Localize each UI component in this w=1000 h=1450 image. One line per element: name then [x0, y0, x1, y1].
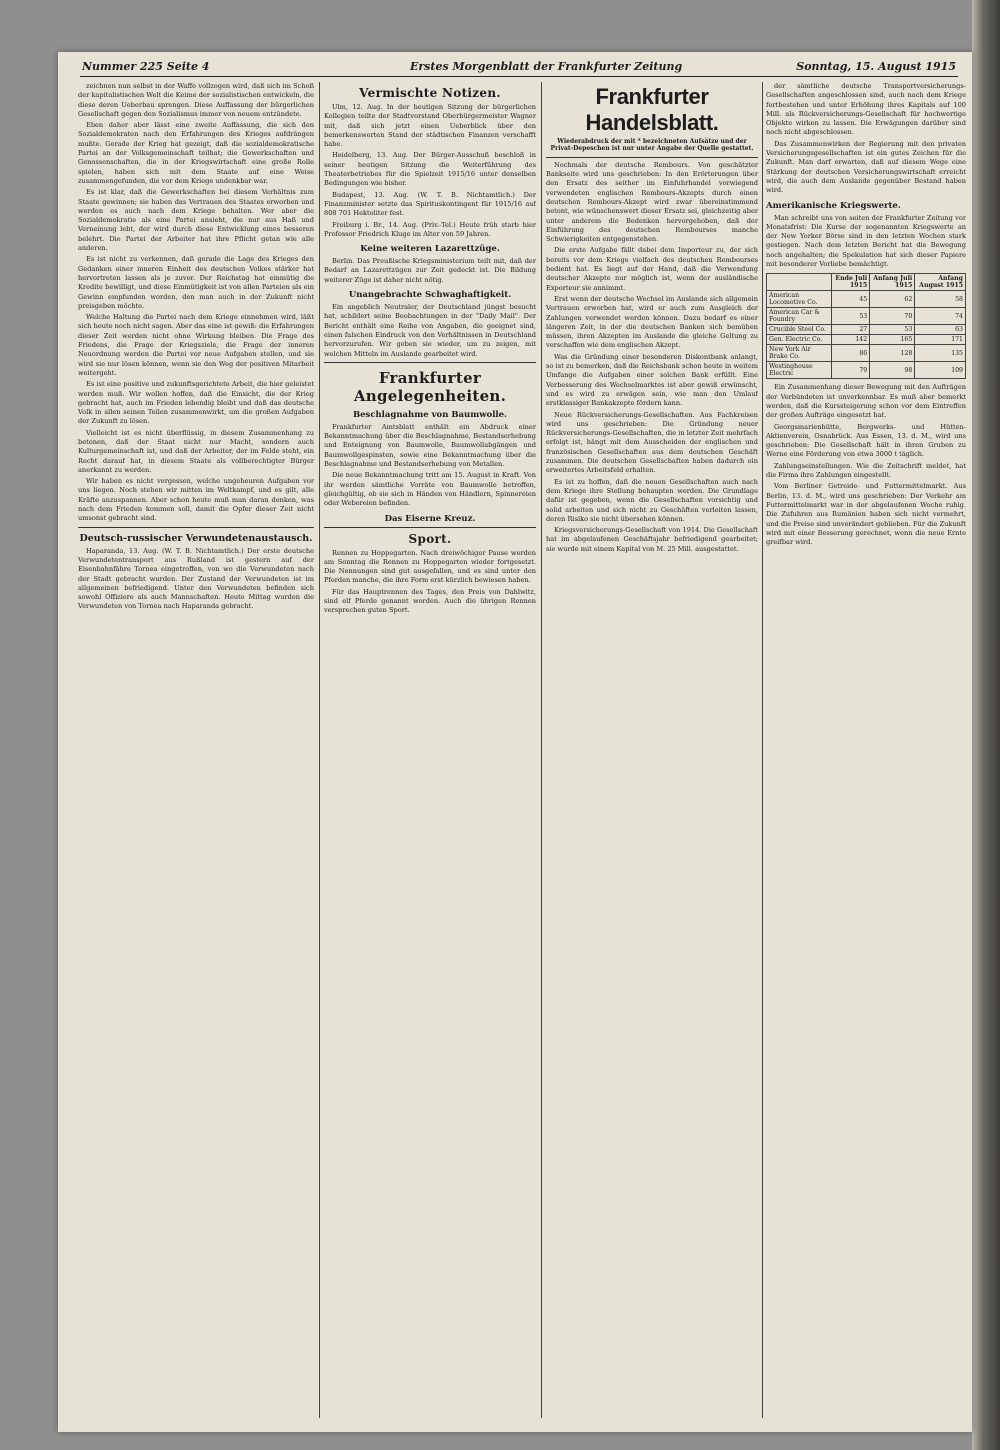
article-paragraph: Man schreibt uns von seiten der Frankfurter Zeitung vor Monatsfrist: Die Kurse der sogenannten Kriegswerte an der New Yorker Börse sind in den letzten Wochen stark gestiegen. Nach dem letzten Bericht hat die Bewegung noch angehalten; die Spekulation hat sich dieser Papiere mit besonderer Vorliebe bemächtigt. [766, 213, 966, 269]
table-header-cell: Anfang August 1915 [915, 274, 966, 291]
article-paragraph: Für das Hauptrennen des Tages, den Preis von Dahlwitz, sind elf Pferde genannt worden. Auch die übrigen Rennen versprechen guten Sport. [324, 587, 536, 615]
section-heading: Frankfurter Angelegenheiten. [353, 368, 507, 405]
table-cell: Gen. Electric Co. [767, 335, 832, 345]
table-cell: American Car & Foundry [767, 308, 832, 325]
header-date: Sonntag, 15. August 1915 [796, 60, 956, 73]
table-row [767, 362, 966, 379]
table-cell: 135 [915, 345, 966, 362]
article-paragraph: Es ist klar, daß die Gewerkschaften bei diesem Verhältnis zum Staate gewinnen; sie haben das Vertrauen des Staates erworben und werden es auch nach dem Kriege behalten. Wer aber die Sozialdemokratie als eine Partei ansieht, die nur aus Haß und Verneinung lebt, der wird durch diese Entwicklung eines besseren belehrt. Die Partei der Arbeiter hat ihre Pflicht getan wie alle anderen. [78, 188, 314, 253]
article-paragraph: Eben daher aber lässt eine zweite Auffassung, die sich den Sozialdemokraten nach den Erfahrungen des Krieges aufdrängen mußte. Gerade der Krieg hat gezeigt, daß die sozialdemokratische Partei an der Volksgemeinschaft teilhat; die Gewerkschaften und Genossenschaften, die in der Kriegswirtschaft eine große Rolle spielen, haben sich mit dem Staate auf eine Weise zusammengefunden, die vor dem Kriege undenkbar war. [78, 121, 314, 185]
table-cell: 62 [870, 291, 915, 308]
article-paragraph: der sämtliche deutsche Transportversicherungs-Gesellschaften angeschlossen sind, auch nach dem Kriege fortbestehen und unter Erhöhung ihres Kapitals auf 100 Mill. als Rückversicherungs-Gesellschaft für hochwertige Objekte wirken zu lassen. Die Erwägungen darüber sind noch nicht abgeschlossen. [766, 82, 966, 137]
article-paragraph: Welche Haltung die Partei nach dem Kriege einnehmen wird, läßt sich heute noch nicht sagen. Aber das eine ist gewiß: die Erfahrungen dieser Zeit werden nicht ohne Wirkung bleiben. Die Frage des Friedens, die Frage der Kriegsziele, die Frage der inneren Neuordnung werden die Partei vor neue Aufgaben stellen, und sie wird sie nur lösen können, wenn sie den Weg der positiven Mitarbeit weitergeht. [78, 313, 314, 377]
article-heading: Amerikanische Kriegswerte. [766, 200, 901, 211]
section-divider [324, 527, 536, 528]
table-header-row [767, 274, 966, 291]
section-heading: Vermischte Notizen. [359, 86, 501, 100]
article-paragraph: Heidelberg, 13. Aug. Der Bürger-Ausschuß beschloß in seiner heutigen Sitzung die Weiterführung des Theaterbetriebes für die Spielzeit 1915/16 unter denselben Bedingungen wie bisher. [324, 151, 536, 188]
article-paragraph: Das Zusammenwirken der Regierung mit den privaten Versicherungsgesellschaften ist ein gutes Zeichen für die Zukunft. Man darf erwarten, daß auf diesem Wege eine Stärkung der deutschen Versicherungswirtschaft erreicht wird, die auch dem Auslande gegenüber Bestand haben wird. [766, 139, 966, 195]
page-header [80, 58, 958, 77]
table-cell: 79 [832, 362, 870, 379]
table-cell: American Locomotive Co. [767, 291, 832, 308]
article-paragraph: Die neue Bekanntmachung tritt am 15. August in Kraft. Von ihr werden sämtliche Vorräte von Baumwolle betroffen, gleichgültig, ob sie sich in Händen von Händlern, Spinnereien oder Webereien befinden. [324, 471, 536, 508]
table-cell: 86 [832, 345, 870, 362]
commerce-masthead: Frankfurter Handelsblatt. [585, 84, 719, 135]
article-paragraph: Wir haben es nicht vergessen, welche ungeheuren Aufgaben vor uns liegen. Noch stehen wir mitten im Weltkampf, und es gilt, alle Kräfte anzuspannen. Aber schon heute muß man daran denken, was nach dem Frieden kommen soll, damit die Opfer dieser Zeit nicht umsonst gebracht sind. [78, 477, 314, 523]
table-cell: 27 [832, 325, 870, 335]
article-paragraph: Die erste Aufgabe fällt dabei dem Importeur zu, der sich bereits vor dem Kriege vielfach des deutschen Rembourses bedient hat. Es liegt auf der Hand, daß die Verwendung deutscher Akzepte nur möglich ist, wenn der ausländische Exporteur sie annimmt. [546, 246, 758, 292]
article-paragraph: Nochmals der deutsche Rembours. Von geschätzter Bankseite wird uns geschrieben: In den Erörterungen über den Ersatz des seither im Einfuhrhandel vorwiegend verwendeten englischen Rembours-Akzepts durch einen deutschen Rembours-Akzept wird zwar übereinstimmend betont, wie wünschenswert dieser Ersatz sei, gleichzeitig aber unter anderem die Bedenken hervorgehoben, daß der Einführung des deutschen Rembourses manche Schwierigkeiten entgegenstehen. [546, 160, 758, 244]
article-heading: Beschlagnahme von Baumwolle. [352, 409, 508, 420]
table-cell: 63 [915, 325, 966, 335]
table-row [767, 291, 966, 308]
article-paragraph: Berlin. Das Preußische Kriegsministerium teilt mit, daß der Bedarf an Lazarettzügen zur Zeit gedeckt ist. Die Bildung weiterer Züge ist daher nicht nötig. [324, 257, 536, 284]
section-divider [324, 362, 536, 363]
article-paragraph: Freiburg i. Br., 14. Aug. (Priv.-Tel.) Heute früh starb hier Professor Friedrich Kluge im Alter von 59 Jahren. [324, 220, 536, 238]
column-rule [762, 82, 763, 1418]
table-cell: 53 [832, 308, 870, 325]
article-paragraph: Neue Rückversicherungs-Gesellschaften. Aus Fachkreisen wird uns geschrieben: Die Gründung neuer Rückversicherungs-Gesellschaften, die in letzter Zeit mehrfach erfolgt ist, hängt mit dem Ausscheiden der englischen und französischen Gesellschaften aus dem deutschen Geschäft zusammen. Die deutschen Gesellschaften haben dadurch ein erweitertes Arbeitsfeld erhalten. [546, 410, 758, 475]
table-header-cell: Ende Juli 1915 [832, 274, 870, 291]
column-commerce-cont [766, 82, 966, 1422]
section-divider [546, 157, 758, 158]
table-row [767, 325, 966, 335]
table-row [767, 335, 966, 345]
book-binding [972, 0, 1000, 1450]
section-heading: Sport. [408, 531, 452, 546]
table-cell: 45 [832, 291, 870, 308]
column-politics [78, 82, 314, 1422]
table-cell: New York Air Brake Co. [767, 345, 832, 362]
article-paragraph: Kriegsversicherungs-Gesellschaft von 1914. Die Gesellschaft hat im abgelaufenen Geschäftsjahr befriedigend gearbeitet; sie wurde mit einem Kapital von M. 25 Mill. ausgestattet. [546, 526, 758, 553]
article-paragraph: Georgsmarienhütte, Bergwerks- und Hütten-Aktienverein, Osnabrück. Aus Essen, 13. d. M., wird uns geschrieben: Die Gesellschaft hält in ihren Gruben zu Werne eine Förderung von etwa 3000 t täglich. [766, 422, 966, 459]
table-cell: 171 [915, 335, 966, 345]
reprint-note: Wiederabdruck der mit * bezeichneten Aufsätze und der Privat-Depeschen ist nur unter Angabe der Quelle gestattet. [550, 138, 754, 153]
article-paragraph: Haparanda, 13. Aug. (W. T. B. Nichtamtlich.) Der erste deutsche Verwundetentransport aus Rußland ist gestern auf der Eisenbahnfähre Tornea eingetroffen, von wo die Verwundeten nach der Stadt gebracht wurden. Der Zustand der Verwundeten ist im allgemeinen befriedigend. Unter den Verwundeten befinden sich sowohl Offiziere als auch Mannschaften. Heute Mittag wurden die Verwundeten von Tornea nach Haparanda gebracht. [78, 546, 314, 611]
article-paragraph: Vielleicht ist es nicht überflüssig, in diesem Zusammenhang zu betonen, daß der Staat nicht nur Macht, sondern auch Kulturgemeinschaft ist, und daß der Arbeiter, der im Felde steht, ein Recht darauf hat, in diesem Staate als vollberechtigter Bürger anerkannt zu werden. [78, 428, 314, 474]
article-paragraph: Was die Gründung einer besonderen Diskontbank anlangt, so ist zu bemerken, daß die Reichsbank schon heute in weitem Umfange die Aufgaben einer solchen Bank erfüllt. Eine Verbesserung des Wechselmarktes ist aber gewiß erwünscht, und es wird zu erwägen sein, wie man den Umlauf erstklassiger Bankakzepte fördern kann. [546, 352, 758, 408]
table-cell: 74 [915, 308, 966, 325]
table-header-cell [767, 274, 832, 291]
section-divider [78, 527, 314, 528]
article-paragraph: Ein angeblich Neutraler, der Deutschland jüngst besucht hat, schildert seine Beobachtungen in der "Daily Mail". Der Bericht enthält eine Reihe von Angaben, die geeignet sind, einen falschen Eindruck von den Verhältnissen in Deutschland hervorzurufen. Wir geben sie wieder, um zu zeigen, mit welchen Mitteln im Auslande gearbeitet wird. [324, 303, 536, 358]
article-paragraph: Vom Berliner Getreide- und Futtermittelmarkt. Aus Berlin, 13. d. M., wird uns geschrieben: Der Verkehr am Futtermittelmarkt war in der abgelaufenen Woche ruhig. Die Zufuhren aus Rumänien haben sich nicht vermehrt, und die Preise sind unverändert geblieben. Für die Zukunft wird mit einer Besserung gerechnet, wenn die neue Ernte greifbar wird. [766, 482, 966, 547]
table-row [767, 308, 966, 325]
column-rule [541, 82, 542, 1418]
table-cell: Westinghouse Electric [767, 362, 832, 379]
table-cell: 109 [915, 362, 966, 379]
header-issue: Nummer 225 Seite 4 [82, 60, 210, 73]
table-cell: 142 [832, 335, 870, 345]
article-paragraph: Es ist nicht zu verkennen, daß gerade die Lage des Krieges den Gedanken einer inneren Einheit des deutschen Volkes stärker hat hervortreten lassen als je zuvor. Der Reichstag hat einmütig die Kredite bewilligt, und diese Einmütigkeit ist von allen Parteien als ein Gewinn empfunden worden, den man auch in der Zukunft nicht preisgeben möchte. [78, 255, 314, 310]
article-heading: Keine weiteren Lazarettzüge. [360, 244, 500, 255]
column-rule [319, 82, 320, 1418]
table-row [767, 345, 966, 362]
article-paragraph: Rennen zu Hoppegarten. Nach dreiwöchiger Pause werden am Sonntag die Rennen zu Hoppegarten wieder fortgesetzt. Die Nennungen sind gut ausgefallen, und es sind unter den Pferden manche, die ihre Form erst kürzlich bewiesen haben. [324, 548, 536, 585]
article-heading: Unangebrachte Schwaghaftigkeit. [348, 290, 512, 301]
newspaper-page [58, 52, 972, 1432]
table-cell: 98 [870, 362, 915, 379]
article-heading: Das Eiserne Kreuz. [384, 513, 476, 524]
table-cell: 70 [870, 308, 915, 325]
article-paragraph: Frankfurter Amtsblatt enthält ein Abdruck einer Bekanntmachung über die Beschlagnahme, Bestandserhebung und Enteignung von Baumwolle, Baumwollabgängen und Baumwollgespinsten, sowie eine Bekanntmachung über die Beschlagnahme und Bestandserhebung von Metallen. [324, 422, 536, 469]
table-cell: 58 [915, 291, 966, 308]
table-cell: Crucible Steel Co. [767, 325, 832, 335]
table-cell: 128 [870, 345, 915, 362]
column-notes [324, 82, 536, 1422]
article-paragraph: Zahlungseinstellungen. Wie die Zeitschrift meldet, hat die Firma ihre Zahlungen eingestellt. [766, 461, 966, 480]
stock-price-table [766, 273, 966, 379]
article-paragraph: Erst wenn der deutsche Wechsel im Auslande sich allgemein Vertrauen erworben hat, wird er auch zum Ausgleich der Zahlungen verwendet werden können. Dazu bedarf es einer längeren Zeit, in der die deutschen Banken sich bemühen müssen, ihren Akzepten im Auslande die gleiche Geltung zu verschaffen wie dem englischen Akzept. [546, 294, 758, 350]
column-commerce [546, 82, 758, 1422]
article-paragraph: Es ist eine positive und zukunftsgerichtete Arbeit, die hier geleistet werden muß. Wir wollen hoffen, daß die Einsicht, die der Krieg gebracht hat, auch im Frieden lebendig bleibt und daß das deutsche Volk in allen seinen Teilen zusammenwirkt, um die großen Aufgaben der Zukunft zu lösen. [78, 380, 314, 426]
article-heading: Deutsch-russischer Verwundetenaustausch. [79, 532, 313, 544]
header-edition: Erstes Morgenblatt der Frankfurter Zeitung [410, 60, 683, 73]
table-cell: 165 [870, 335, 915, 345]
table-header-cell: Anfang Juli 1915 [870, 274, 915, 291]
article-paragraph: Ein Zusammenhang dieser Bewegung mit den Aufträgen der Verbündeten ist unverkennbar. Es muß aber bemerkt werden, daß die Kurssteigerung schon vor dem Eintreffen der großen Aufträge eingesetzt hat. [766, 383, 966, 420]
article-paragraph: Es ist zu hoffen, daß die neuen Gesellschaften auch nach dem Kriege ihre Stellung behaupten werden. Die Grundlage dafür ist gegeben, wenn die Gesellschaften vorsichtig und solid arbeiten und sich nicht zu Geschäften verleiten lassen, deren Risiko sie nicht übersehen können. [546, 477, 758, 523]
article-paragraph: zeichnen nun selbst in der Waffe vollzogen wird, daß sich im Schoß der kapitalistischen Welt die Keime der sozialistischen entwickeln, die diese deren Ueberbau sprengen. Diese Auffassung der bürgerlichen Gesellschaft gegen den Sozialismus immer von neuem entzündete. [78, 82, 314, 118]
table-cell: 53 [870, 325, 915, 335]
article-paragraph: Budapest, 13. Aug. (W. T. B. Nichtamtlich.) Der Finanzminister setzte das Spirituskontingent für 1915/16 auf 808 701 Hektoliter fest. [324, 190, 536, 218]
article-paragraph: Ulm, 12. Aug. In der heutigen Sitzung der bürgerlichen Kollegien teilte der Stadtvorstand Oberbürgermeister Wagner mit, daß sich jetzt einen Ueberblick über den bemerkenswerten Stand der städtischen Finanzen verschafft habe. [324, 103, 536, 149]
